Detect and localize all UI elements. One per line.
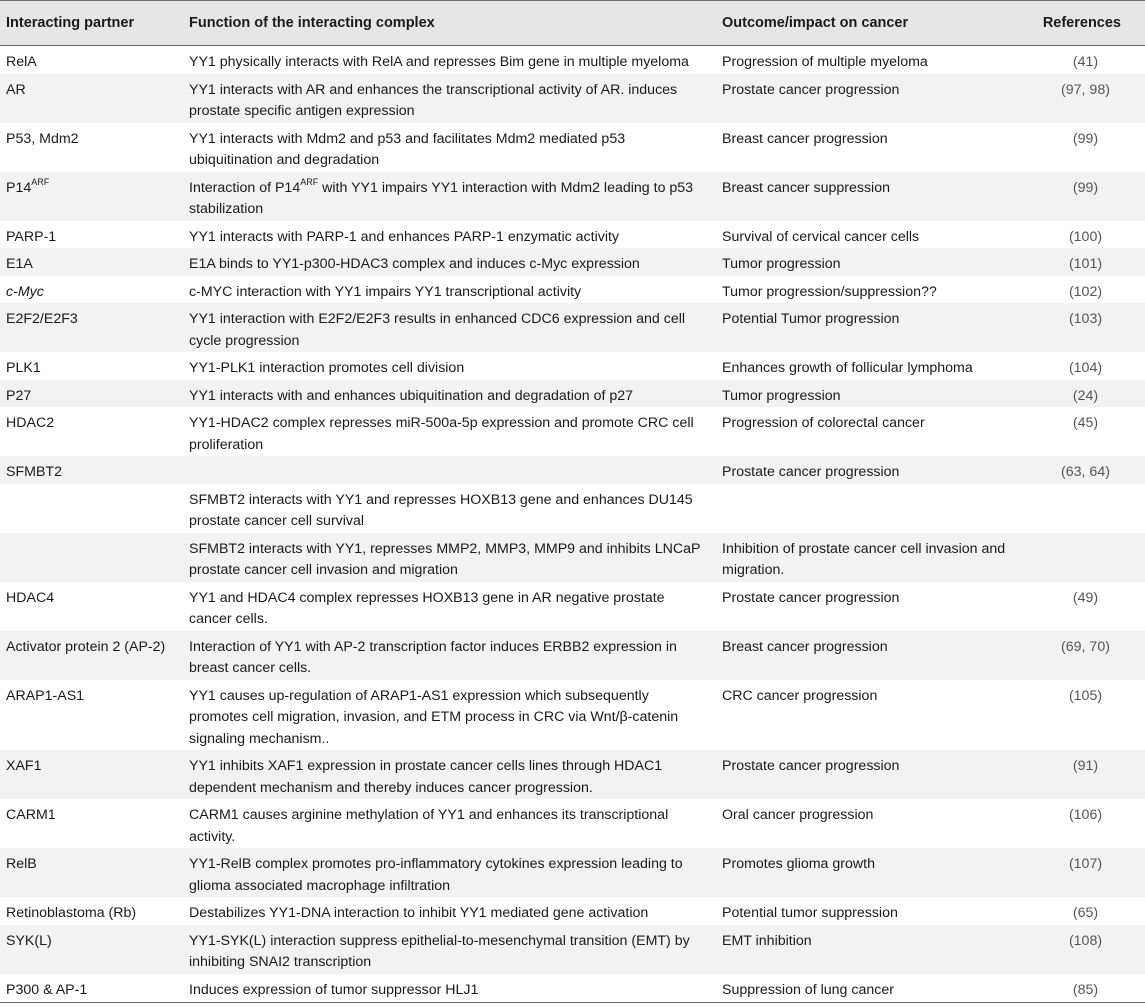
cell-references: (24) bbox=[1072, 387, 1099, 404]
cell-references: (41) bbox=[1072, 54, 1099, 70]
cell-outcome: EMT inhibition bbox=[722, 932, 812, 949]
cell-function: YY1 interacts with and enhances ubiquitination and degradation of p27 bbox=[189, 387, 634, 404]
cell-function: Destabilizes YY1-DNA interaction to inhibit YY1 mediated gene activation bbox=[189, 905, 649, 921]
cell-function: YY1 and HDAC4 complex represses HOXB13 gene in AR negative prostate cancer cells. bbox=[189, 589, 665, 627]
cell-outcome bbox=[716, 484, 1026, 533]
cell-partner: ARAP1-AS1 bbox=[6, 687, 85, 704]
cell-function: YY1-SYK(L) interaction suppress epithelial-to-mesenchymal transition (EMT) by inhibiting SNAI2 transcription bbox=[189, 932, 690, 970]
cell-outcome: Breast cancer progression bbox=[722, 130, 888, 147]
header-references: References bbox=[1026, 1, 1145, 46]
table-row bbox=[0, 123, 1145, 172]
table-row bbox=[0, 74, 1145, 123]
cell-function: SFMBT2 interacts with YY1, represses MMP2, MMP3, MMP9 and inhibits LNCaP prostate cancer cell invasion and migration bbox=[189, 540, 701, 578]
partner-superscript: ARF bbox=[31, 176, 50, 187]
cell-partner: HDAC2 bbox=[6, 415, 55, 431]
table-row bbox=[0, 533, 1145, 582]
cell-partner: Activator protein 2 (AP-2) bbox=[6, 638, 166, 655]
table-row bbox=[0, 582, 1145, 631]
cell-outcome: Progression of multiple myeloma bbox=[722, 54, 928, 70]
cell-outcome: Promotes glioma growth bbox=[722, 856, 875, 872]
cell-references: (99) bbox=[1072, 130, 1099, 147]
header-outcome: Outcome/impact on cancer bbox=[716, 1, 1026, 46]
header-function: Function of the interacting complex bbox=[183, 1, 716, 46]
cell-function: SFMBT2 interacts with YY1 and represses HOXB13 gene and enhances DU145 prostate cancer cell survival bbox=[189, 491, 693, 529]
cell-function: YY1 interacts with AR and enhances the transcriptional activity of AR. induces prostate specific antigen expression bbox=[189, 81, 678, 119]
cell-outcome: Breast cancer progression bbox=[722, 638, 888, 655]
cell-references: (102) bbox=[1068, 283, 1103, 300]
cell-references: (65) bbox=[1072, 905, 1099, 921]
cell-references: (100) bbox=[1068, 228, 1103, 245]
cell-outcome: Inhibition of prostate cancer cell invasion and migration. bbox=[722, 540, 1006, 578]
cell-references: (106) bbox=[1068, 807, 1103, 823]
cell-outcome: Potential tumor suppression bbox=[722, 905, 898, 921]
cell-function: YY1 interaction with E2F2/E2F3 results in enhanced CDC6 expression and cell cycle progression bbox=[189, 311, 686, 349]
cell-partner: CARM1 bbox=[6, 807, 56, 823]
cell-function: YY1 physically interacts with RelA and represses Bim gene in multiple myeloma bbox=[189, 54, 689, 70]
cell-references: (103) bbox=[1068, 311, 1103, 327]
cell-outcome: Prostate cancer progression bbox=[722, 589, 900, 606]
partner-base: P14 bbox=[6, 179, 32, 196]
cell-outcome: Prostate cancer progression bbox=[722, 464, 900, 480]
table-header-row bbox=[0, 1, 1145, 46]
cell-partner: SFMBT2 bbox=[6, 464, 62, 480]
cell-partner: P300 & AP-1 bbox=[0, 974, 183, 1003]
cell-partner: E2F2/E2F3 bbox=[6, 311, 78, 327]
table-row bbox=[0, 352, 1145, 380]
cell-function: YY1-PLK1 interaction promotes cell division bbox=[189, 360, 465, 376]
table-row bbox=[0, 221, 1145, 249]
cell-outcome: Enhances growth of follicular lymphoma bbox=[722, 360, 973, 376]
cell-function: YY1 causes up-regulation of ARAP1-AS1 expression which subsequently promotes cell migration, invasion, and ETM process in CRC via Wnt/β-catenin signaling mechanism.. bbox=[189, 687, 679, 747]
cell-function: E1A binds to YY1-p300-HDAC3 complex and induces c-Myc expression bbox=[189, 256, 640, 272]
table-row bbox=[0, 484, 1145, 533]
cell-function: YY1-RelB complex promotes pro-inflammatory cytokines expression leading to glioma associated macrophage infiltration bbox=[189, 856, 683, 894]
table-row bbox=[0, 680, 1145, 751]
table-row bbox=[0, 631, 1145, 680]
cell-outcome: Prostate cancer progression bbox=[722, 758, 900, 774]
table-row bbox=[0, 897, 1145, 925]
cell-function: CARM1 causes arginine methylation of YY1 and enhances its transcriptional activity. bbox=[189, 807, 669, 845]
cell-outcome: CRC cancer progression bbox=[722, 687, 878, 704]
table-row bbox=[0, 248, 1145, 276]
cell-references: (45) bbox=[1072, 415, 1099, 431]
cell-references: (99) bbox=[1072, 179, 1099, 196]
cell-outcome: Prostate cancer progression bbox=[722, 81, 900, 98]
cell-references: (105) bbox=[1068, 687, 1103, 704]
table-row bbox=[0, 456, 1145, 484]
table-row bbox=[0, 750, 1145, 799]
cell-partner: PARP-1 bbox=[6, 228, 57, 245]
cell-function: YY1 interacts with PARP-1 and enhances PARP-1 enzymatic activity bbox=[189, 228, 620, 245]
function-superscript: ARF bbox=[300, 176, 319, 187]
cell-partner bbox=[0, 533, 183, 582]
table-row bbox=[0, 172, 1145, 221]
cell-partner: P27 bbox=[6, 387, 32, 404]
cell-references: (69, 70) bbox=[1061, 638, 1110, 655]
cell-function: c-MYC interaction with YY1 impairs YY1 transcriptional activity bbox=[189, 283, 582, 300]
cell-partner: PLK1 bbox=[6, 360, 41, 376]
cell-function: YY1 interacts with Mdm2 and p53 and facilitates Mdm2 mediated p53 ubiquitination and degradation bbox=[189, 130, 626, 168]
cell-outcome: Suppression of lung cancer bbox=[716, 974, 1026, 1003]
table-row bbox=[0, 848, 1145, 897]
table-row bbox=[0, 303, 1145, 352]
cell-function: Interaction of YY1 with AP-2 transcription factor induces ERBB2 expression in breast cancer cells. bbox=[189, 638, 677, 676]
cell-outcome: Oral cancer progression bbox=[722, 807, 874, 823]
function-text-post: with YY1 impairs YY1 interaction with Mdm2 leading to p53 stabilization bbox=[189, 179, 694, 217]
cell-outcome: Tumor progression bbox=[722, 387, 841, 404]
cell-outcome: Tumor progression bbox=[722, 256, 841, 272]
table-row bbox=[0, 46, 1145, 74]
cell-references: (107) bbox=[1068, 856, 1103, 872]
cell-partner: RelB bbox=[6, 856, 37, 872]
function-text-pre: Interaction of P14 bbox=[189, 179, 301, 196]
cell-references: (49) bbox=[1072, 589, 1099, 606]
cell-partner: AR bbox=[6, 81, 26, 98]
cell-outcome: Potential Tumor progression bbox=[722, 311, 900, 327]
cell-partner: SYK(L) bbox=[6, 932, 52, 949]
cell-references: (85) bbox=[1026, 974, 1145, 1003]
cell-references: (101) bbox=[1068, 256, 1103, 272]
table-body bbox=[0, 46, 1145, 1003]
cell-references bbox=[1026, 484, 1145, 533]
cell-partner: P53, Mdm2 bbox=[6, 130, 79, 147]
cell-references bbox=[1026, 533, 1145, 582]
cell-function: YY1-HDAC2 complex represses miR-500a-5p expression and promote CRC cell proliferation bbox=[189, 415, 694, 453]
cell-references: (97, 98) bbox=[1061, 81, 1110, 98]
table-row bbox=[0, 974, 1145, 1003]
cell-outcome: Breast cancer suppression bbox=[722, 179, 890, 196]
header-partner: Interacting partner bbox=[0, 1, 183, 46]
table-row bbox=[0, 380, 1145, 408]
cell-partner: XAF1 bbox=[6, 758, 42, 774]
cell-references: (91) bbox=[1072, 758, 1099, 774]
table-row bbox=[0, 799, 1145, 848]
table-row bbox=[0, 276, 1145, 304]
cell-function bbox=[183, 456, 716, 484]
cell-outcome: Tumor progression/suppression?? bbox=[722, 283, 937, 300]
cell-partner: Retinoblastoma (Rb) bbox=[6, 905, 137, 921]
cell-partner bbox=[0, 172, 183, 221]
cell-partner: HDAC4 bbox=[6, 589, 55, 606]
cell-partner: RelA bbox=[6, 54, 37, 70]
cell-outcome: Progression of colorectal cancer bbox=[722, 415, 925, 431]
cell-function bbox=[183, 172, 716, 221]
cell-partner: E1A bbox=[6, 256, 33, 272]
table-row bbox=[0, 925, 1145, 974]
cell-references: (108) bbox=[1068, 932, 1103, 949]
cell-references: (63, 64) bbox=[1061, 464, 1110, 480]
cell-partner bbox=[0, 484, 183, 533]
cell-partner: c-Myc bbox=[6, 283, 44, 300]
cell-references: (104) bbox=[1068, 360, 1103, 376]
cell-outcome: Survival of cervical cancer cells bbox=[722, 228, 920, 245]
cell-function: YY1 inhibits XAF1 expression in prostate cancer cells lines through HDAC1 dependent mechanism and thereby induces cancer progression. bbox=[189, 758, 663, 796]
table-row bbox=[0, 407, 1145, 456]
cell-function: Induces expression of tumor suppressor HLJ1 bbox=[183, 974, 716, 1003]
